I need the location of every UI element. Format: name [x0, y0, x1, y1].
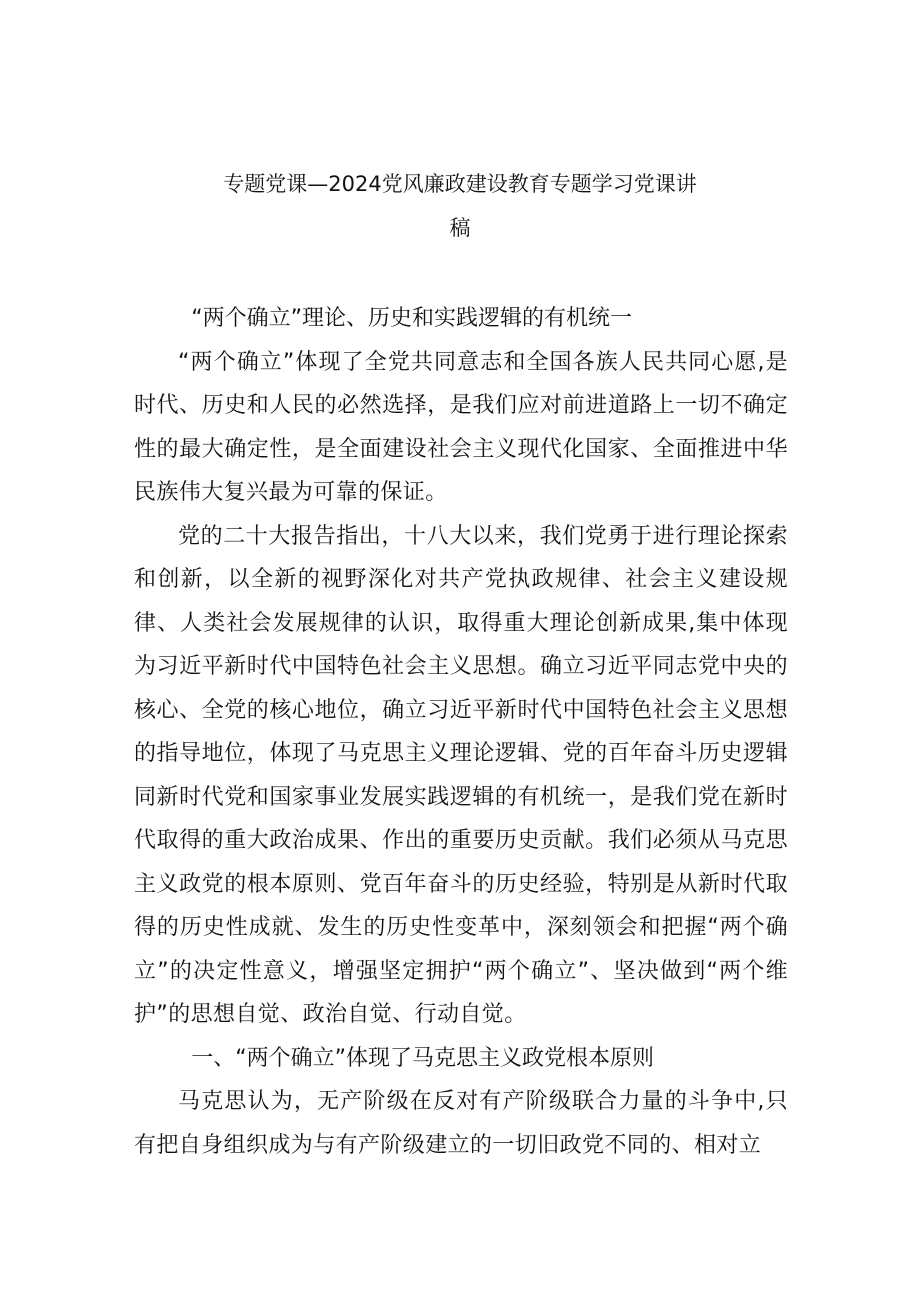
- document-title-line-1: 专题党课—2024党风廉政建设教育专题学习党课讲: [223, 172, 697, 196]
- body-paragraph-2: 党的二十大报告指出，十八大以来，我们党勇于进行理论探索和创新，以全新的视野深化对共产党执政规律、社会主义建设规律、人类社会发展规律的认识，取得重大理论创新成果,集中体现为习近平新时代中国特色社会主义思想。确立习近平同志党中央的核心、全党的核心地位，确立习近平新时代中国特色社会主义思想的指导地位，体现了马克思主义理论逻辑、党的百年奋斗历史逻辑同新时代党和国家事业发展实践逻辑的有机统一，是我们党在新时代取得的重大政治成果、作出的重要历史贡献。我们必须从马克思主义政党的根本原则、党百年奋斗的历史经验，特别是从新时代取得的历史性成就、发生的历史性变革中，深刻领会和把握“两个确立”的决定性意义，增强坚定拥护“两个确立”、坚决做到“两个维护”的思想自觉、政治自觉、行动自觉。: [134, 523, 788, 1027]
- body-paragraph-3: 马克思认为，无产阶级在反对有产阶级联合力量的斗争中,只有把自身组织成为与有产阶级建立的一切旧政党不同的、相对立: [134, 1089, 788, 1158]
- document-body: [134, 297, 788, 1167]
- section-heading-1: 一、“两个确立”体现了马克思主义政党根本原则: [191, 1045, 654, 1071]
- document-subtitle: “两个确立”理论、历史和实践逻辑的有机统一: [191, 306, 632, 331]
- body-paragraph-1: “两个确立”体现了全党共同意志和全国各族人民共同心愿,是时代、历史和人民的必然选择，是我们应对前进道路上一切不确定性的最大确定性，是全面建设社会主义现代化国家、全面推进中华民族伟大复兴最为可靠的保证。: [134, 349, 788, 505]
- document-title-line-2: 稿: [449, 216, 471, 240]
